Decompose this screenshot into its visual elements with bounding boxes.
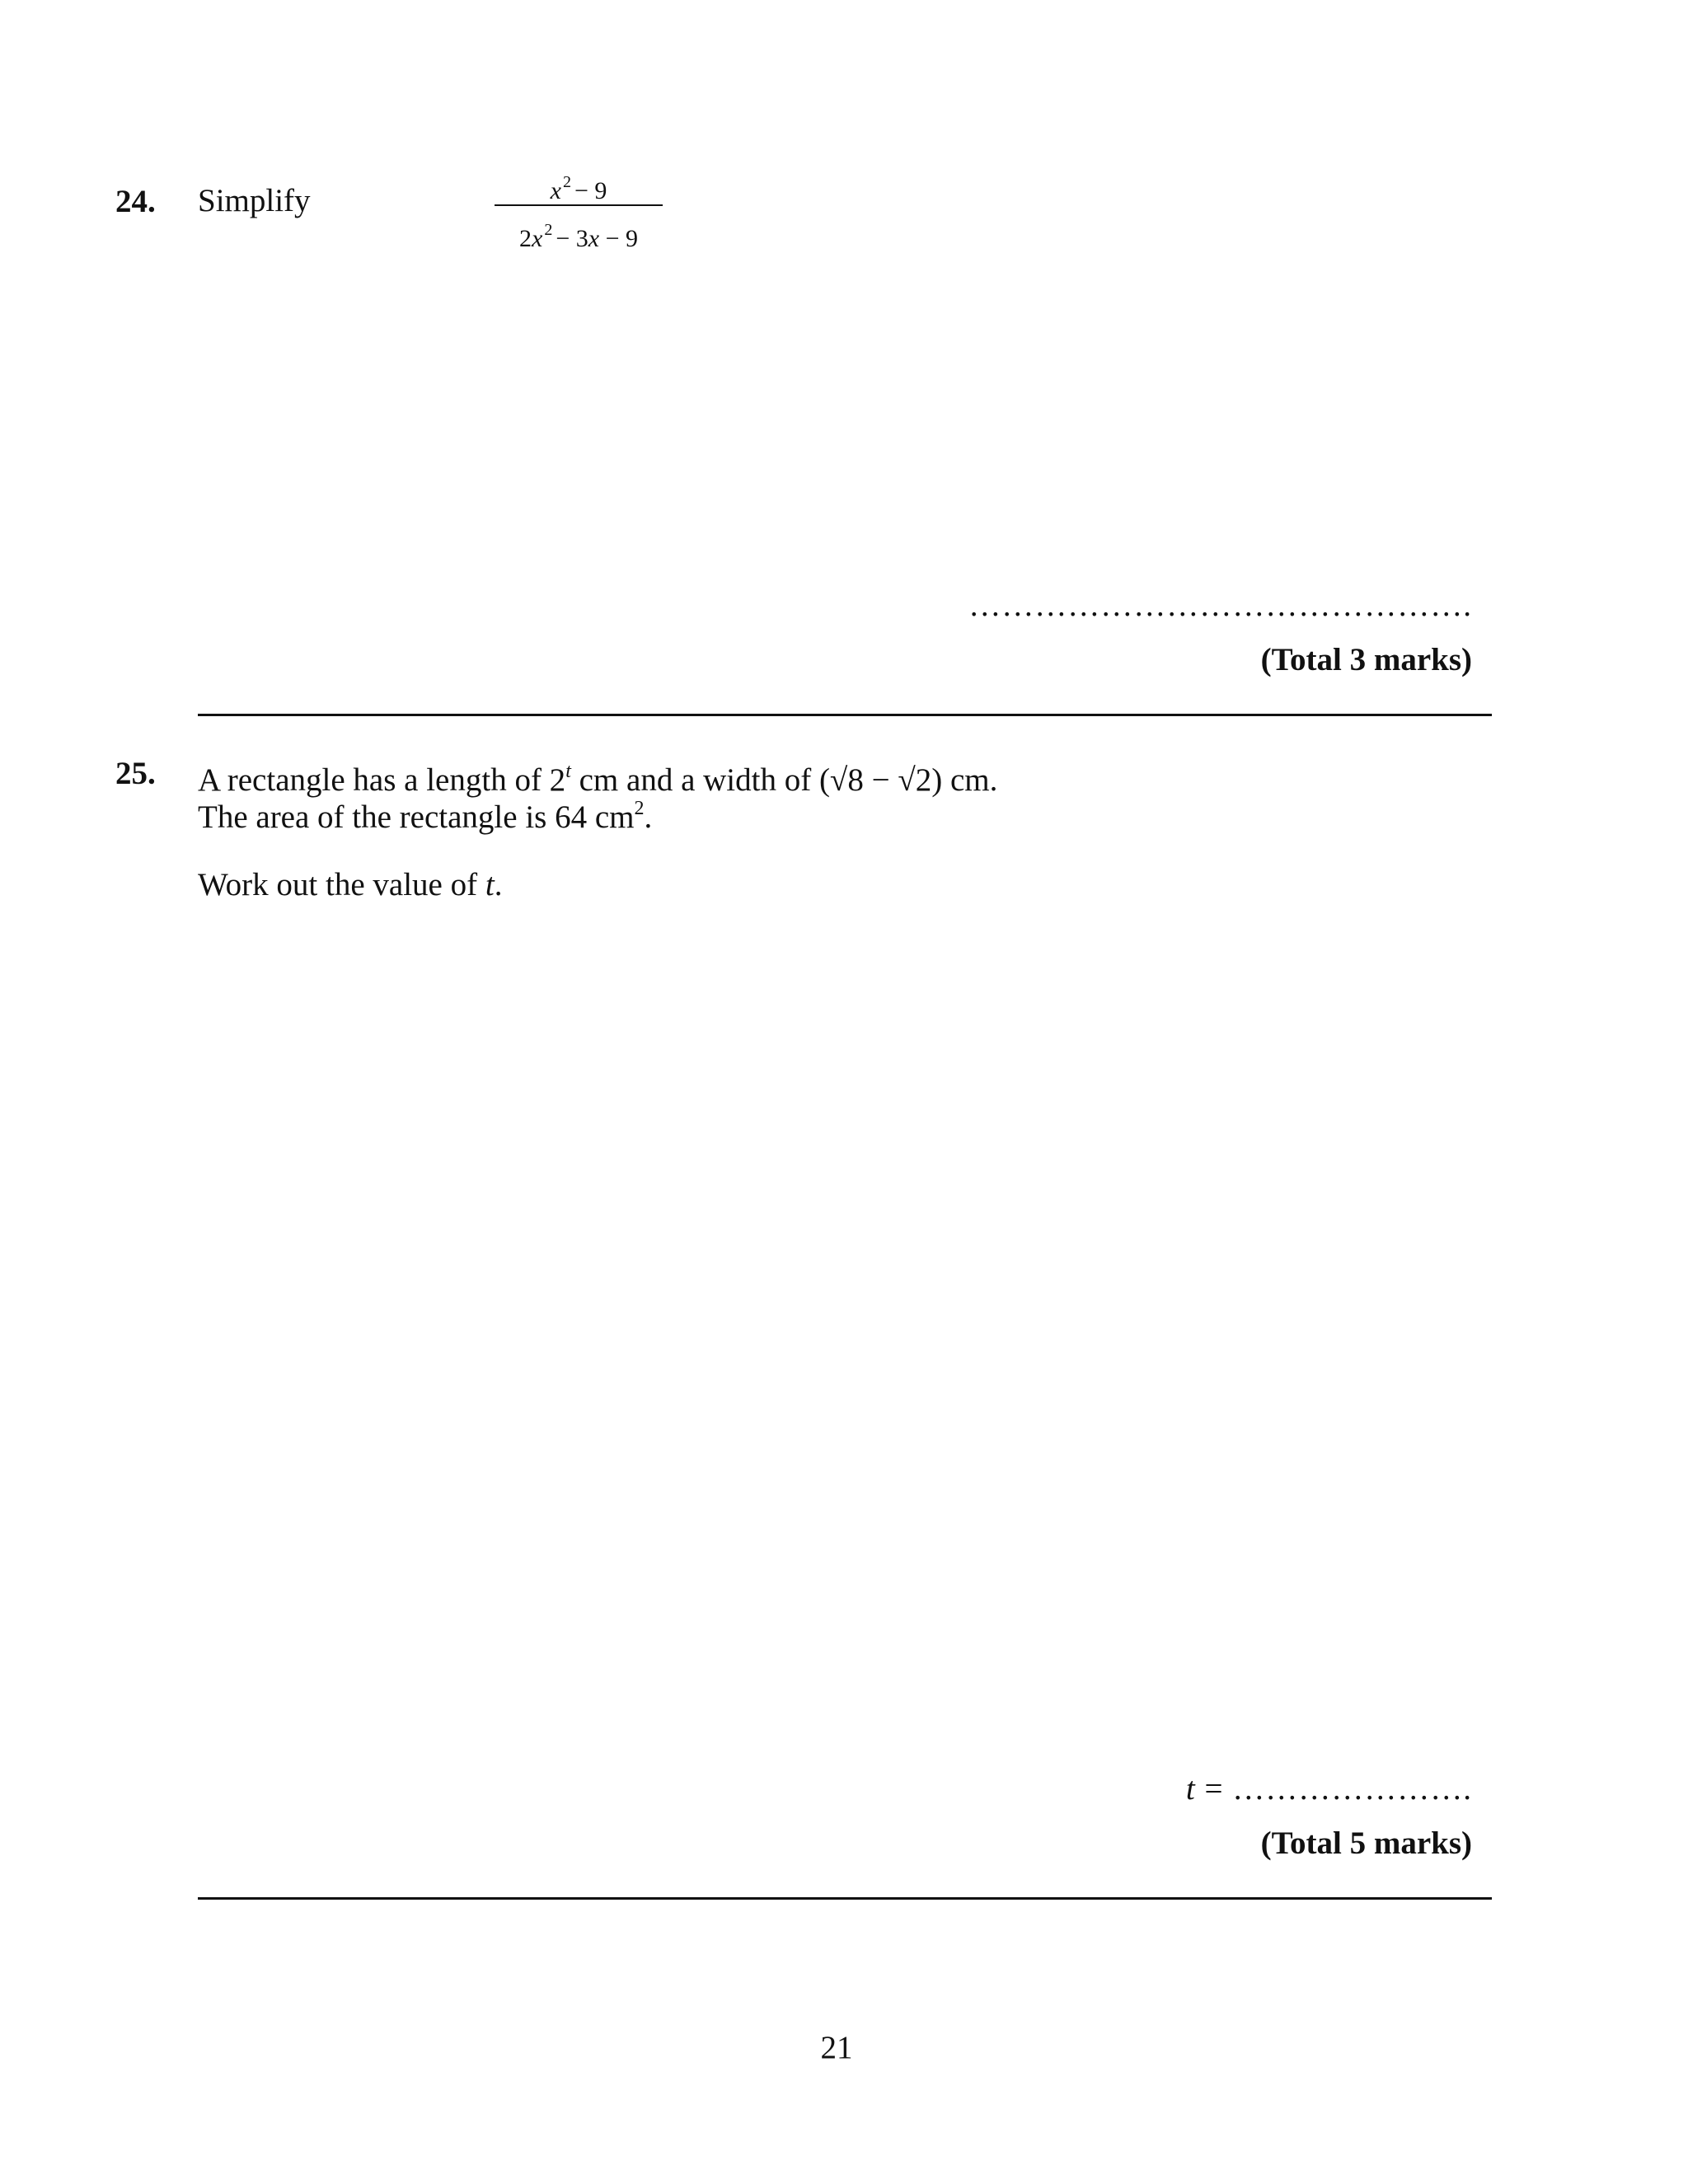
section-divider-1	[198, 714, 1492, 716]
question-24-number: 24.	[115, 184, 156, 219]
question-24-total-marks: (Total 3 marks)	[1260, 642, 1472, 677]
fraction-numerator: x $^2$ − 9	[550, 173, 607, 204]
question-24-answer-line[interactable]: ……………………………………….	[968, 588, 1472, 623]
question-25-prompt: Work out the value of t.	[198, 867, 503, 902]
section-divider-2	[198, 1897, 1492, 1900]
question-25-line-2: The area of the rectangle is 64 $cm^2$.	[198, 798, 653, 835]
question-25-number: 25.	[115, 756, 156, 791]
question-25-total-marks: (Total 5 marks)	[1260, 1825, 1472, 1861]
question-24-instruction: Simplify	[198, 183, 311, 218]
question-25-line-1: A rectangle has a length of 2$^t$ cm and a width of (√8 − √2) cm.	[198, 761, 998, 798]
page-number: 21	[820, 2030, 853, 2065]
question-25-answer-line[interactable]: t = ………………….	[1185, 1771, 1472, 1807]
fraction-bar	[495, 204, 663, 206]
fraction-denominator: 2x $^2$ − 3x − 9	[519, 221, 638, 252]
